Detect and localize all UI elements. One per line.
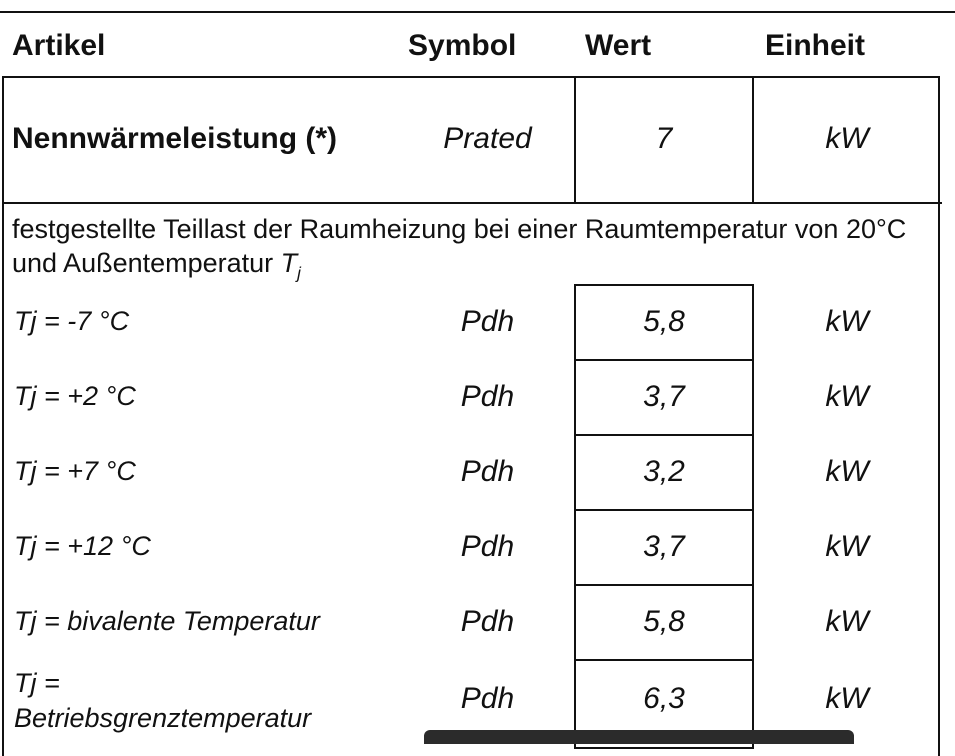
- row-unit: kW: [825, 455, 869, 488]
- row-value: 6,3: [643, 682, 685, 715]
- row-label: Tj = bivalente Temperatur: [14, 606, 320, 636]
- column-header-wert: Wert: [585, 29, 652, 62]
- row-label: Tj = +12 °C: [14, 531, 151, 561]
- row-value: 3,7: [643, 380, 685, 413]
- rated-row-bottom-rule: [2, 202, 942, 204]
- row-symbol: Pdh: [460, 305, 515, 338]
- bottom-overlay-bar: [424, 730, 854, 744]
- row-label-line1: Tj =: [14, 668, 60, 698]
- row-value: 5,8: [643, 605, 685, 638]
- note-subscript: j: [297, 263, 301, 283]
- row-unit: kW: [825, 530, 869, 563]
- column-header-artikel: Artikel: [12, 29, 106, 62]
- rated-value: 7: [655, 122, 673, 155]
- note-variable: T: [280, 248, 298, 278]
- row-label: Tj = +2 °C: [14, 381, 136, 411]
- row-unit: kW: [825, 380, 869, 413]
- row-label: Tj = +7 °C: [14, 456, 136, 486]
- top-rule: [0, 11, 955, 13]
- column-header-symbol: Symbol: [408, 29, 517, 62]
- row-symbol: Pdh: [460, 380, 515, 413]
- rated-label: Nennwärmeleistung (*): [12, 122, 338, 155]
- note-text: festgestellte Teillast der Raumheizung bei einer Raumtemperatur von 20°C und Außentemperatur: [12, 214, 907, 278]
- row-symbol: Pdh: [460, 682, 515, 715]
- row-symbol: Pdh: [460, 530, 515, 563]
- row-unit: kW: [825, 605, 869, 638]
- row-unit: kW: [825, 305, 869, 338]
- row-value: 5,8: [643, 305, 685, 338]
- rated-unit: kW: [825, 122, 869, 155]
- data-table: [2, 76, 940, 756]
- row-label-line2: Betriebsgrenztemperatur: [14, 703, 312, 733]
- row-symbol: Pdh: [460, 605, 515, 638]
- rated-symbol: Prated: [443, 122, 532, 155]
- column-header-einheit: Einheit: [765, 29, 866, 62]
- row-label: Tj = -7 °C: [14, 306, 130, 336]
- row-unit: kW: [825, 682, 869, 715]
- partial-load-note: [12, 212, 932, 290]
- row-value: 3,7: [643, 530, 685, 563]
- row-value: 3,2: [643, 455, 685, 488]
- row-symbol: Pdh: [460, 455, 515, 488]
